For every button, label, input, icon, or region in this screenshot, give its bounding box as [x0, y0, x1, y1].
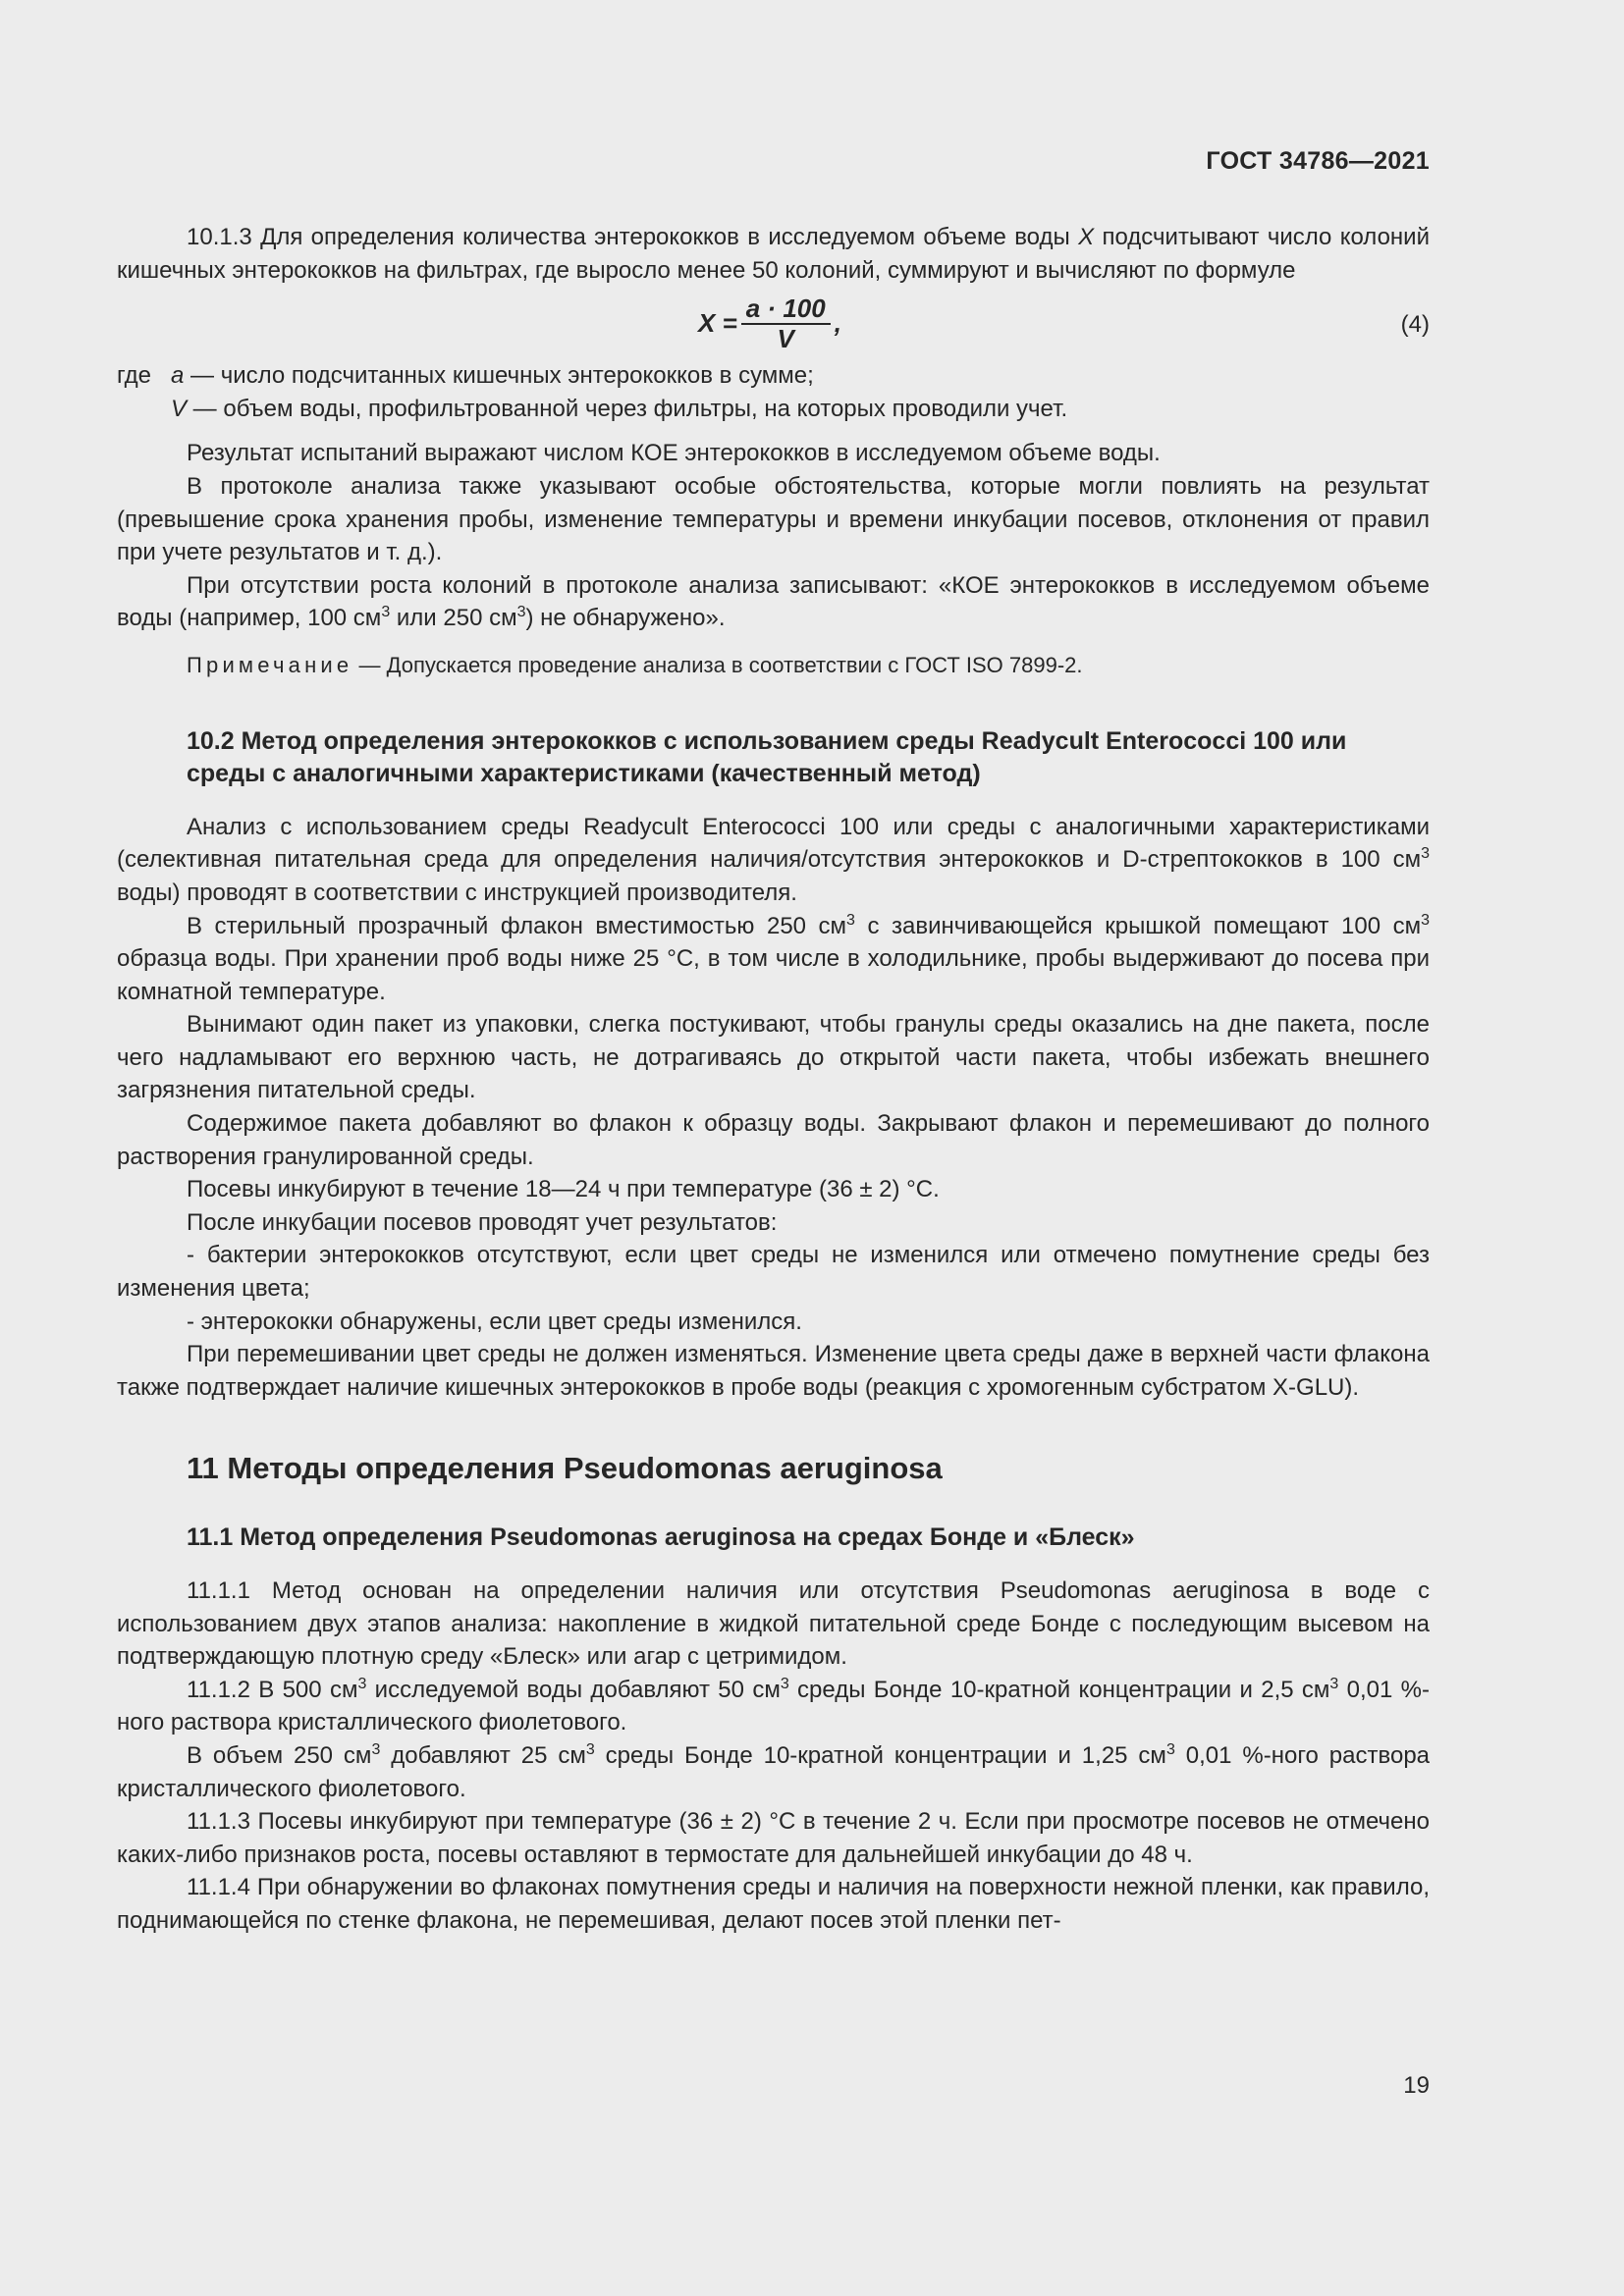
paragraph: 11.1.2 В 500 $см^3$ исследуемой воды добавляют 50 $см^3$ среды Бонде 10-кратной концентрации и 2,5 $см^3$ 0,01 %-ного раствора кристаллического фиолетового.	[117, 1675, 1430, 1736]
section-heading-11: 11 Методы определения Pseudomonas aeruginosa	[187, 1451, 943, 1486]
paragraph: 11.1.3 Посевы инкубируют при температуре (36 ± 2) °С в течение 2 ч. Если при просмотре посевов не отмечено каких-либо признаков роста, посевы оставляют в термостате для дальнейшей инкубации до 48 ч.	[117, 1808, 1430, 1868]
note: Примечание — Допускается проведение анализа в соответствии с ГОСТ ISO 7899-2.	[187, 652, 1083, 677]
list-item: - бактерии энтерококков отсутствуют, если цвет среды не изменился или отмечено помутнение среды без изменения цвета;	[117, 1242, 1430, 1303]
section-heading-11-1: 11.1 Метод определения Pseudomonas aeruginosa на средах Бонде и «Блеск»	[187, 1523, 1135, 1552]
paragraph: Результат испытаний выражают числом КОЕ энтерококков в исследуемом объеме воды.	[187, 440, 1161, 467]
formula-numerator: a · 100	[741, 294, 831, 325]
note-label: Примечание	[187, 652, 353, 677]
page-content	[117, 221, 1430, 1938]
page-number: 19	[1403, 2072, 1430, 2099]
paragraph: В протоколе анализа также указывают особые обстоятельства, которые могли повлиять на результат (превышение срока хранения пробы, изменение температуры и времени инкубации посевов, отклонения от правил при учете результатов и т. д.).	[117, 472, 1430, 566]
section-heading-10-2: 10.2 Метод определения энтерококков с использованием среды Readycult Enterococci 100 или среды с аналогичными характеристиками (качественный метод)	[187, 726, 1347, 788]
where-a: где a — число подсчитанных кишечных энтерококков в сумме;	[117, 359, 1430, 393]
formula-lhs: X =	[698, 307, 737, 338]
paragraph: Содержимое пакета добавляют во флакон к образцу воды. Закрывают флакон и перемешивают до полного растворения гранулированной среды.	[117, 1110, 1430, 1170]
paragraph: В стерильный прозрачный флакон вместимостью 250 $см^3$ с завинчивающейся крышкой помещают 100 $см^3$ образца воды. При хранении проб воды ниже 25 °С, в том числе в холодильнике, пробы выдерживают до посева при комнатной температуре.	[117, 911, 1430, 1005]
list-item: - энтерококки обнаружены, если цвет среды изменился.	[187, 1308, 802, 1335]
paragraph: Анализ с использованием среды Readycult Enterococci 100 или среды с аналогичными характеристиками (селективная питательная среда для определения наличия/отсутствия энтерококков и D-стрептококков в 100 $см^3$ воды) проводят в соответствии с инструкцией производителя.	[117, 813, 1430, 906]
formula-denominator: V	[777, 324, 794, 354]
formula-4	[117, 289, 1430, 353]
formula-fraction	[741, 294, 831, 352]
paragraph: 11.1.4 При обнаружении во флаконах помутнения среды и наличия на поверхности нежной пленки, как правило, поднимающейся по стенке флакона, не перемешивая, делают посев этой пленки пет-	[117, 1874, 1430, 1934]
formula	[698, 294, 841, 352]
formula-tail: ,	[834, 307, 841, 338]
where-v: V — объем воды, профильтрованной через фильтры, на которых проводили учет.	[171, 395, 1068, 422]
paragraph-10-1-3: 10.1.3 Для определения количества энтерококков в исследуемом объеме воды X подсчитывают число колоний кишечных энтерококков на фильтрах, где выросло менее 50 колоний, суммируют и вычисляют по формуле	[117, 224, 1430, 284]
paragraph: При отсутствии роста колоний в протоколе анализа записывают: «КОЕ энтерококков в исследуемом объеме воды (например, 100 $см^3$ или 250 $см^3$) не обнаружено».	[117, 571, 1430, 632]
paragraph: После инкубации посевов проводят учет результатов:	[187, 1208, 778, 1236]
paragraph: Посевы инкубируют в течение 18—24 ч при температуре (36 ± 2) °С.	[187, 1176, 940, 1203]
formula-number: (4)	[1400, 311, 1430, 339]
paragraph: В объем 250 $см^3$ добавляют 25 $см^3$ среды Бонде 10-кратной концентрации и 1,25 $см^3$ 0,01 %-ного раствора кристаллического фиолетового.	[117, 1740, 1431, 1802]
paragraph: 11.1.1 Метод основан на определении наличия или отсутствия Pseudomonas aeruginosa в воде с использованием двух этапов анализа: накопление в жидкой питательной среде Бонде с последующим высевом на подтверждающую плотную среду «Блеск» или агар с цетримидом.	[117, 1577, 1430, 1671]
paragraph: Вынимают один пакет из упаковки, слегка постукивают, чтобы гранулы среды оказались на дне пакета, после чего надламывают его верхнюю часть, не дотрагиваясь до открытой части пакета, чтобы избежать внешнего загрязнения питательной среды.	[117, 1011, 1430, 1104]
paragraph: При перемешивании цвет среды не должен изменяться. Изменение цвета среды даже в верхней части флакона также подтверждает наличие кишечных энтерококков в пробе воды (реакция с хромогенным субстратом X-GLU).	[117, 1341, 1430, 1401]
document-code: ГОСТ 34786—2021	[1206, 147, 1430, 175]
where-word: где	[117, 362, 152, 390]
